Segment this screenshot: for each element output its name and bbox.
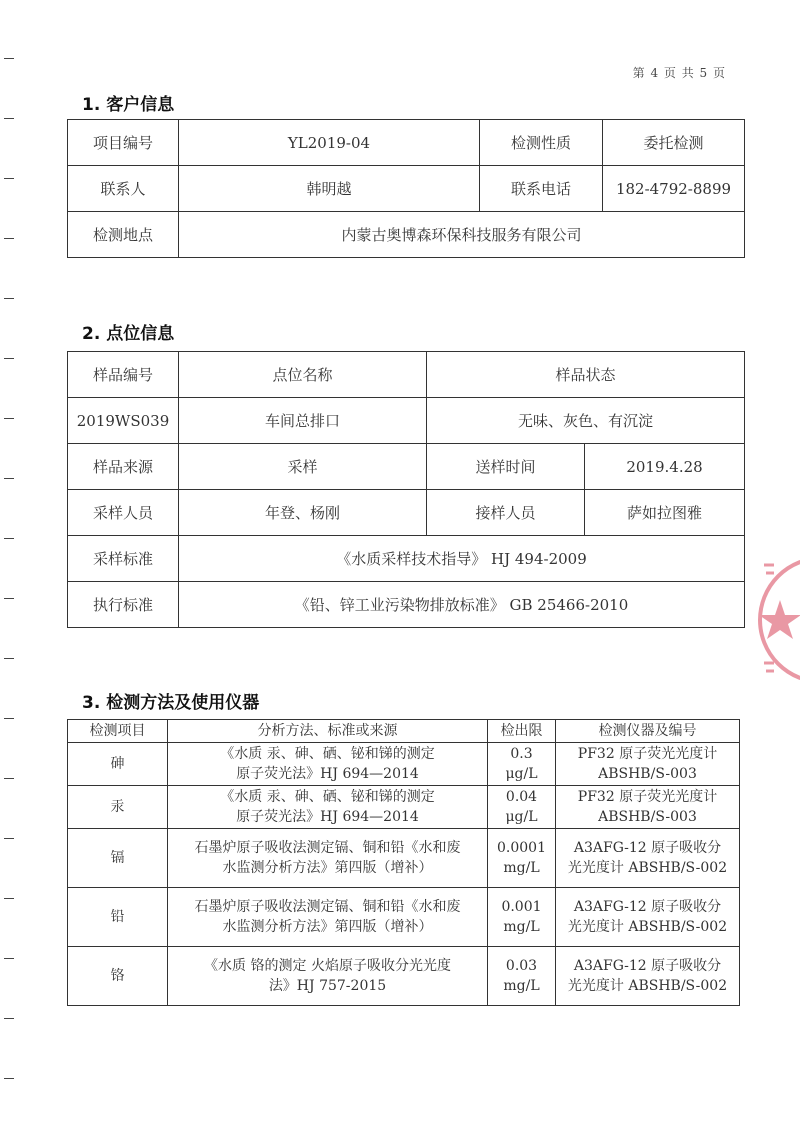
table-cell: 联系电话 xyxy=(480,166,603,212)
table-cell xyxy=(488,888,556,947)
table-cell: 采样人员 xyxy=(68,490,179,536)
table-cell: 车间总排口 xyxy=(179,398,427,444)
table-row xyxy=(68,212,745,258)
cell-line: 0.03 xyxy=(505,957,538,974)
section-title-methods: 3. 检测方法及使用仪器 xyxy=(82,693,260,713)
table-cell xyxy=(488,947,556,1006)
table-cell: 样品来源 xyxy=(68,444,179,490)
cell-line: mg/L xyxy=(503,978,540,994)
official-seal-stamp xyxy=(752,545,800,695)
table-cell: 检测地点 xyxy=(68,212,179,258)
cell-line: A3AFG-12 原子吸收分 xyxy=(573,839,722,856)
table-cell xyxy=(556,829,740,888)
page-number: 第 4 页 共 5 页 xyxy=(632,66,726,80)
table-row xyxy=(68,947,740,1006)
table-cell: 萨如拉图雅 xyxy=(585,490,745,536)
table-cell: 检测性质 xyxy=(480,120,603,166)
cell-line: A3AFG-12 原子吸收分 xyxy=(573,957,722,974)
method-table xyxy=(67,719,740,1006)
cell-line: 0.04 xyxy=(505,788,538,805)
cell-line: 法》HJ 757-2015 xyxy=(268,978,387,994)
table-cell xyxy=(556,888,740,947)
table-cell xyxy=(556,743,740,786)
table-cell: 182-4792-8899 xyxy=(603,166,745,212)
table-cell: 内蒙古奥博森环保科技服务有限公司 xyxy=(179,212,745,258)
table-cell xyxy=(168,829,488,888)
table-cell: 送样时间 xyxy=(427,444,585,490)
table-cell: 接样人员 xyxy=(427,490,585,536)
cell-line: 原子荧光法》HJ 694—2014 xyxy=(236,809,419,825)
cell-line: A3AFG-12 原子吸收分 xyxy=(573,898,722,915)
table-cell: 镉 xyxy=(68,829,168,888)
table-row xyxy=(68,786,740,829)
table-cell xyxy=(168,743,488,786)
table-row xyxy=(68,398,745,444)
cell-line: 原子荧光法》HJ 694—2014 xyxy=(236,766,419,782)
table-header-row xyxy=(68,720,740,743)
table-cell: YL2019-04 xyxy=(179,120,480,166)
cell-line: 石墨炉原子吸收法测定镉、铜和铅《水和废 xyxy=(194,839,461,856)
table-cell: 年登、杨刚 xyxy=(179,490,427,536)
table-cell xyxy=(168,947,488,1006)
table-cell xyxy=(488,829,556,888)
table-row xyxy=(68,120,745,166)
table-cell xyxy=(556,786,740,829)
table-row xyxy=(68,536,745,582)
column-header: 检测项目 xyxy=(68,720,168,743)
cell-line: PF32 原子荧光光度计 xyxy=(577,788,718,805)
column-header: 检测仪器及编号 xyxy=(556,720,740,743)
site-info-table xyxy=(67,351,745,628)
table-cell: 韩明越 xyxy=(179,166,480,212)
table-cell xyxy=(488,743,556,786)
customer-info-table xyxy=(67,119,745,258)
cell-line: PF32 原子荧光光度计 xyxy=(577,745,718,762)
section-title-site: 2. 点位信息 xyxy=(82,324,175,344)
cell-line: 石墨炉原子吸收法测定镉、铜和铅《水和废 xyxy=(194,898,461,915)
cell-line: μg/L xyxy=(505,809,538,825)
table-cell xyxy=(168,888,488,947)
cell-line: 0.0001 xyxy=(497,839,546,856)
table-cell: 汞 xyxy=(68,786,168,829)
cell-line: 光光度计 ABSHB/S-002 xyxy=(567,860,728,876)
table-cell: 联系人 xyxy=(68,166,179,212)
cell-line: 0.001 xyxy=(501,898,542,915)
table-cell: 采样 xyxy=(179,444,427,490)
table-cell xyxy=(488,786,556,829)
table-cell: 砷 xyxy=(68,743,168,786)
table-row xyxy=(68,490,745,536)
table-cell: 《铅、锌工业污染物排放标准》 GB 25466-2010 xyxy=(179,582,745,628)
table-cell: 样品状态 xyxy=(427,352,745,398)
cell-line: 光光度计 ABSHB/S-002 xyxy=(567,919,728,935)
cell-line: 《水质 汞、砷、硒、铋和锑的测定 xyxy=(220,745,435,762)
table-row xyxy=(68,829,740,888)
table-cell: 无味、灰色、有沉淀 xyxy=(427,398,745,444)
table-cell: 《水质采样技术指导》 HJ 494-2009 xyxy=(179,536,745,582)
cell-line: 《水质 汞、砷、硒、铋和锑的测定 xyxy=(220,788,435,805)
table-row xyxy=(68,743,740,786)
cell-line: μg/L xyxy=(505,766,538,782)
table-row xyxy=(68,166,745,212)
cell-line: 光光度计 ABSHB/S-002 xyxy=(567,978,728,994)
table-cell: 点位名称 xyxy=(179,352,427,398)
cell-line: mg/L xyxy=(503,860,540,876)
cell-line: mg/L xyxy=(503,919,540,935)
table-cell xyxy=(556,947,740,1006)
table-cell: 样品编号 xyxy=(68,352,179,398)
table-cell: 项目编号 xyxy=(68,120,179,166)
table-row xyxy=(68,444,745,490)
cell-line: 水监测分析方法》第四版（增补） xyxy=(222,919,433,935)
cell-line: ABSHB/S-003 xyxy=(598,766,697,782)
table-cell: 采样标准 xyxy=(68,536,179,582)
table-cell xyxy=(168,786,488,829)
table-row xyxy=(68,352,745,398)
cell-line: 水监测分析方法》第四版（增补） xyxy=(222,860,433,876)
column-header: 检出限 xyxy=(488,720,556,743)
section-title-customer: 1. 客户信息 xyxy=(82,95,175,115)
table-cell: 铬 xyxy=(68,947,168,1006)
table-row xyxy=(68,888,740,947)
cell-line: 《水质 铬的测定 火焰原子吸收分光光度 xyxy=(204,957,451,974)
table-cell: 2019WS039 xyxy=(68,398,179,444)
table-cell: 执行标准 xyxy=(68,582,179,628)
cell-line: ABSHB/S-003 xyxy=(598,809,697,825)
cell-line: 0.3 xyxy=(510,745,533,762)
binding-margin xyxy=(0,0,22,1131)
table-cell: 委托检测 xyxy=(603,120,745,166)
table-row xyxy=(68,582,745,628)
table-cell: 2019.4.28 xyxy=(585,444,745,490)
column-header: 分析方法、标准或来源 xyxy=(168,720,488,743)
table-cell: 铅 xyxy=(68,888,168,947)
